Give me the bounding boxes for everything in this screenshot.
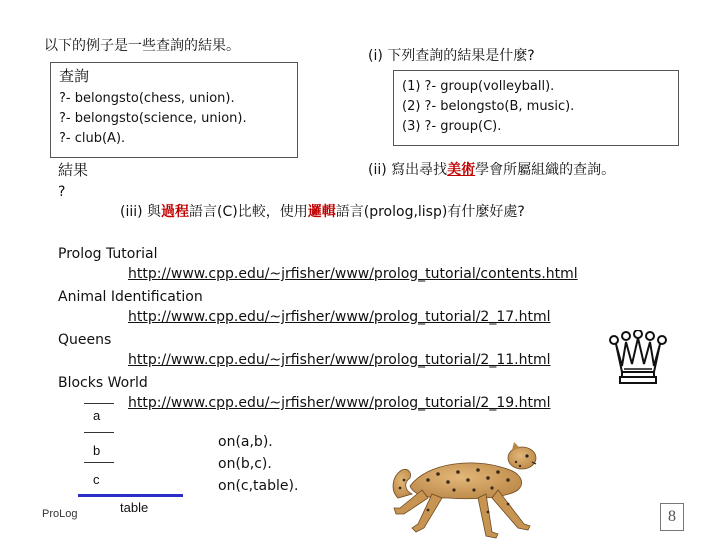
question-ii [368, 160, 615, 180]
query-box [50, 62, 298, 158]
answers-box [393, 70, 679, 146]
query-label: 查詢 [59, 67, 90, 85]
tutorial-title-prolog: Prolog Tutorial [58, 246, 158, 262]
tutorial-title-animal: Animal Identification [58, 289, 203, 305]
block-a-label: a [93, 408, 101, 423]
cheetah-image [388, 428, 540, 540]
tutorial-title-queens: Queens [58, 332, 112, 348]
question-iii-part1: (iii) 與 [120, 204, 162, 220]
fact-2: on(b,c). [218, 456, 272, 472]
tutorial-link-prolog[interactable]: http://www.cpp.edu/~jrfisher/www/prolog_tutorial/contents.html [128, 266, 578, 282]
tutorial-link-queens[interactable]: http://www.cpp.edu/~jrfisher/www/prolog_tutorial/2_11.html [128, 352, 551, 368]
question-iii-highlight1: 過程 [161, 204, 190, 220]
page-number: 8 [660, 503, 684, 531]
fact-1: on(a,b). [218, 434, 273, 450]
fact-3: on(c,table). [218, 478, 299, 494]
query-line-2: ?- belongsto(science, union). [59, 111, 247, 126]
block-a-b-line [84, 432, 114, 433]
footer-label: ProLog [42, 508, 78, 520]
query-line-3: ?- club(A). [59, 131, 126, 146]
table-line [78, 494, 183, 497]
block-b-c-line [84, 462, 114, 463]
result-label: 結果 [58, 161, 89, 179]
question-i: (i) 下列查詢的結果是什麼? [368, 48, 535, 64]
answer-line-2: (2) ?- belongsto(B, music). [402, 99, 575, 114]
question-iii-part2: 語言(C)比較，使用 [189, 204, 308, 220]
question-iii-part3: 語言(prolog,lisp)有什麼好處? [335, 204, 525, 220]
question-ii-suffix: 學會所屬組織的查詢。 [475, 162, 616, 178]
question-ii-prefix: (ii) 寫出尋找 [368, 162, 448, 178]
question-iii [120, 202, 525, 222]
question-iii-highlight2: 邏輯 [307, 204, 336, 220]
table-label: table [120, 500, 149, 515]
chess-queen-icon [608, 330, 668, 388]
question-ii-highlight: 美術 [447, 162, 476, 178]
intro-text: 以下的例子是一些查詢的結果。 [44, 38, 240, 54]
tutorial-title-blocks: Blocks World [58, 375, 148, 391]
answer-line-3: (3) ?- group(C). [402, 119, 502, 134]
answer-line-1: (1) ?- group(volleyball). [402, 79, 555, 94]
tutorial-link-animal[interactable]: http://www.cpp.edu/~jrfisher/www/prolog_tutorial/2_17.html [128, 309, 551, 325]
result-value: ? [58, 184, 66, 200]
query-line-1: ?- belongsto(chess, union). [59, 91, 235, 106]
block-b-label: b [93, 443, 101, 458]
tutorial-link-blocks[interactable]: http://www.cpp.edu/~jrfisher/www/prolog_tutorial/2_19.html [128, 395, 551, 411]
block-c-label: c [93, 472, 100, 487]
block-top-line [84, 403, 114, 404]
